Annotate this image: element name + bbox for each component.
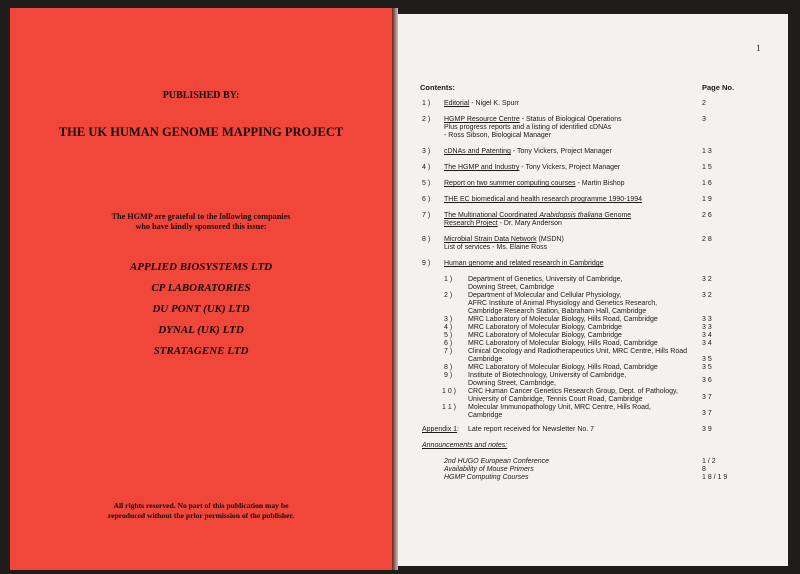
entry-author: - Dr. Mary Anderson (497, 220, 562, 227)
entry-page: 3 (702, 116, 706, 123)
subentry-page: 3 7 (702, 394, 712, 401)
subentry-page: 3 3 (702, 316, 712, 323)
entry-number: 6 ) (422, 196, 431, 203)
subentry-number: 2 ) (444, 292, 453, 299)
subentry-line: Cambridge (468, 356, 503, 363)
entry-line: List of services - Ms. Elaine Ross (444, 244, 548, 251)
appendix-page: 3 9 (702, 426, 712, 433)
entry-title: cDNAs and Patenting (444, 148, 511, 155)
entry-title: Research Project (444, 220, 498, 227)
entry-title: Human genome and related research in Cambridge (444, 260, 604, 267)
published-by-heading: PUBLISHED BY: (162, 90, 240, 101)
entry-title-italic: Arabidopsis thaliana (539, 212, 603, 219)
entry-text (444, 220, 562, 229)
entry-page: 1 6 (702, 180, 712, 187)
entry-title: Editorial (444, 100, 470, 107)
entry-page: 2 (702, 100, 706, 107)
subentry-page: 3 2 (702, 276, 712, 283)
subentry-line: Cambridge Research Station, Babraham Hall, Cambridge (468, 308, 647, 315)
entry-title: HGMP Resource Centre (444, 116, 520, 123)
entry-title: Report on two summer computing courses (444, 180, 576, 187)
copyright-notice (10, 501, 392, 520)
appendix-text: Late report received for Newsletter No. 7 (468, 426, 595, 433)
subentry-number: 1 1 ) (442, 404, 457, 411)
subentry-number: 4 ) (444, 324, 453, 331)
entry-text (444, 164, 620, 173)
entry-text (444, 148, 612, 157)
subentry-page: 3 3 (702, 324, 712, 331)
subentry-line: Downing Street, Cambridge, (468, 380, 556, 387)
subentry-line: Institute of Biotechnology, University of Cambridge, (468, 372, 627, 379)
left-page-cover (10, 8, 392, 570)
subentry-line: MRC Laboratory of Molecular Biology, Cambridge (468, 324, 622, 331)
entry-number: 9 ) (422, 260, 431, 267)
sponsor-name: DU PONT (UK) LTD (152, 303, 250, 315)
right-page-contents (398, 14, 788, 566)
subentry-line: University of Cambridge, Tennis Court Road, Cambridge (468, 396, 643, 403)
announcement-item: Availability of Mouse Primers (444, 466, 534, 473)
subentry-page: 3 6 (702, 377, 712, 384)
subentry-line: CRC Human Cancer Genetics Research Group, Dept. of Pathology, (468, 388, 678, 395)
announcement-item: 2nd HUGO European Conference (444, 458, 550, 465)
entry-title: The Multinational Coordinated (444, 212, 540, 219)
entry-page: 1 5 (702, 164, 712, 171)
announcement-page: 8 (702, 466, 706, 473)
entry-author: - Tony Vickers, Project Manager (510, 148, 612, 155)
entry-number: 3 ) (422, 148, 431, 155)
entry-page: 1 9 (702, 196, 712, 203)
entry-number: 7 ) (422, 212, 431, 219)
entry-title: Genome (602, 212, 632, 219)
entry-page: 2 8 (702, 236, 712, 243)
entry-number: 5 ) (422, 180, 431, 187)
entry-title: THE EC biomedical and health research programme 1990-1994 (444, 196, 643, 203)
subentry-number: 5 ) (444, 332, 453, 339)
entry-author: - Nigel K. Spurr (469, 100, 520, 107)
entry-text (444, 180, 625, 189)
copyright-line: reproduced without the prior permission of the publisher. (107, 510, 295, 520)
entry-author: (MSDN) (536, 236, 564, 243)
sponsor-name: CP LABORATORIES (151, 282, 251, 294)
page-number: 1 (756, 43, 761, 53)
subentry-page: 3 5 (702, 356, 712, 363)
appendix-label (422, 426, 459, 435)
sponsor-intro-line: who have kindly sponsored this issue: (135, 222, 267, 231)
subentry-line: Clinical Oncology and Radiotherapeutics Unit, MRC Centre, Hills Road (468, 348, 688, 355)
copyright-line: All rights reserved. No part of this publication may be (113, 501, 289, 510)
entry-page: 2 6 (702, 212, 712, 219)
subentry-page: 3 4 (702, 340, 712, 347)
sponsor-intro (10, 212, 392, 232)
entry-author: - Martin Bishop (575, 180, 625, 187)
entry-number: 4 ) (422, 164, 431, 171)
entry-title: Microbial Strain Data Network (444, 236, 537, 243)
sponsor-intro-line: The HGMP are grateful to the following companies (111, 212, 291, 221)
subentry-line: Department of Genetics, University of Cambridge, (468, 276, 623, 283)
appendix-title: Appendix 1 (422, 426, 458, 433)
subentry-number: 3 ) (444, 316, 453, 323)
sponsor-name: APPLIED BIOSYSTEMS LTD (129, 261, 273, 273)
subentry-number: 1 0 ) (442, 388, 457, 395)
subentry-line: Cambridge (468, 412, 503, 419)
announcements-heading: Announcements and notes: (422, 442, 508, 449)
sponsor-name: STRATAGENE LTD (153, 345, 249, 357)
announcement-page: 1 8 / 1 9 (702, 474, 728, 481)
subentry-line: AFRC Institute of Animal Physiology and Genetics Research, (468, 300, 658, 307)
sponsor-name: DYNAL (UK) LTD (158, 324, 244, 336)
entry-text (444, 260, 604, 269)
subentry-page: 3 5 (702, 364, 712, 371)
subentry-number: 8 ) (444, 364, 453, 371)
entry-page: 1 3 (702, 148, 712, 155)
subentry-number: 1 ) (444, 276, 453, 283)
entry-author: - Tony Vickers, Project Manager (519, 164, 621, 171)
entry-number: 8 ) (422, 236, 431, 243)
entry-title: The HGMP and Industry (444, 164, 520, 171)
entry-number: 2 ) (422, 116, 431, 123)
subentry-line: Molecular Immunopathology Unit, MRC Centre, Hills Road, (468, 404, 651, 411)
announcement-item: HGMP Computing Courses (444, 474, 529, 481)
project-title: THE UK HUMAN GENOME MAPPING PROJECT (58, 125, 344, 139)
entry-number: 1 ) (422, 100, 431, 107)
subentry-page: 3 2 (702, 292, 712, 299)
subentry-page: 3 4 (702, 332, 712, 339)
announcement-page: 1 / 2 (702, 458, 716, 465)
subentry-line: Department of Molecular and Cellular Physiology, (468, 292, 622, 299)
appendix-colon: : (457, 426, 459, 433)
subentry-line: MRC Laboratory of Molecular Biology, Hills Road, Cambridge (468, 340, 658, 347)
entry-line: - Ross Sibson, Biological Manager (444, 132, 551, 139)
contents-heading: Contents: (420, 83, 455, 92)
subentry-number: 9 ) (444, 372, 453, 379)
entry-text (444, 196, 642, 205)
subentry-line: MRC Laboratory of Molecular Biology, Hills Road, Cambridge (468, 316, 658, 323)
subentry-page: 3 7 (702, 410, 712, 417)
subentry-number: 7 ) (444, 348, 453, 355)
subentry-line: MRC Laboratory of Molecular Biology, Hills Road, Cambridge (468, 364, 658, 371)
entry-line: Plus progress reports and a listing of identified cDNAs (444, 124, 612, 131)
subentry-number: 6 ) (444, 340, 453, 347)
page-no-heading: Page No. (702, 83, 735, 92)
subentry-line: MRC Laboratory of Molecular Biology, Cambridge (468, 332, 622, 339)
subentry-line: Downing Street, Cambridge (468, 284, 554, 291)
entry-text (444, 100, 519, 109)
entry-author: - Status of Biological Operations (519, 116, 622, 123)
